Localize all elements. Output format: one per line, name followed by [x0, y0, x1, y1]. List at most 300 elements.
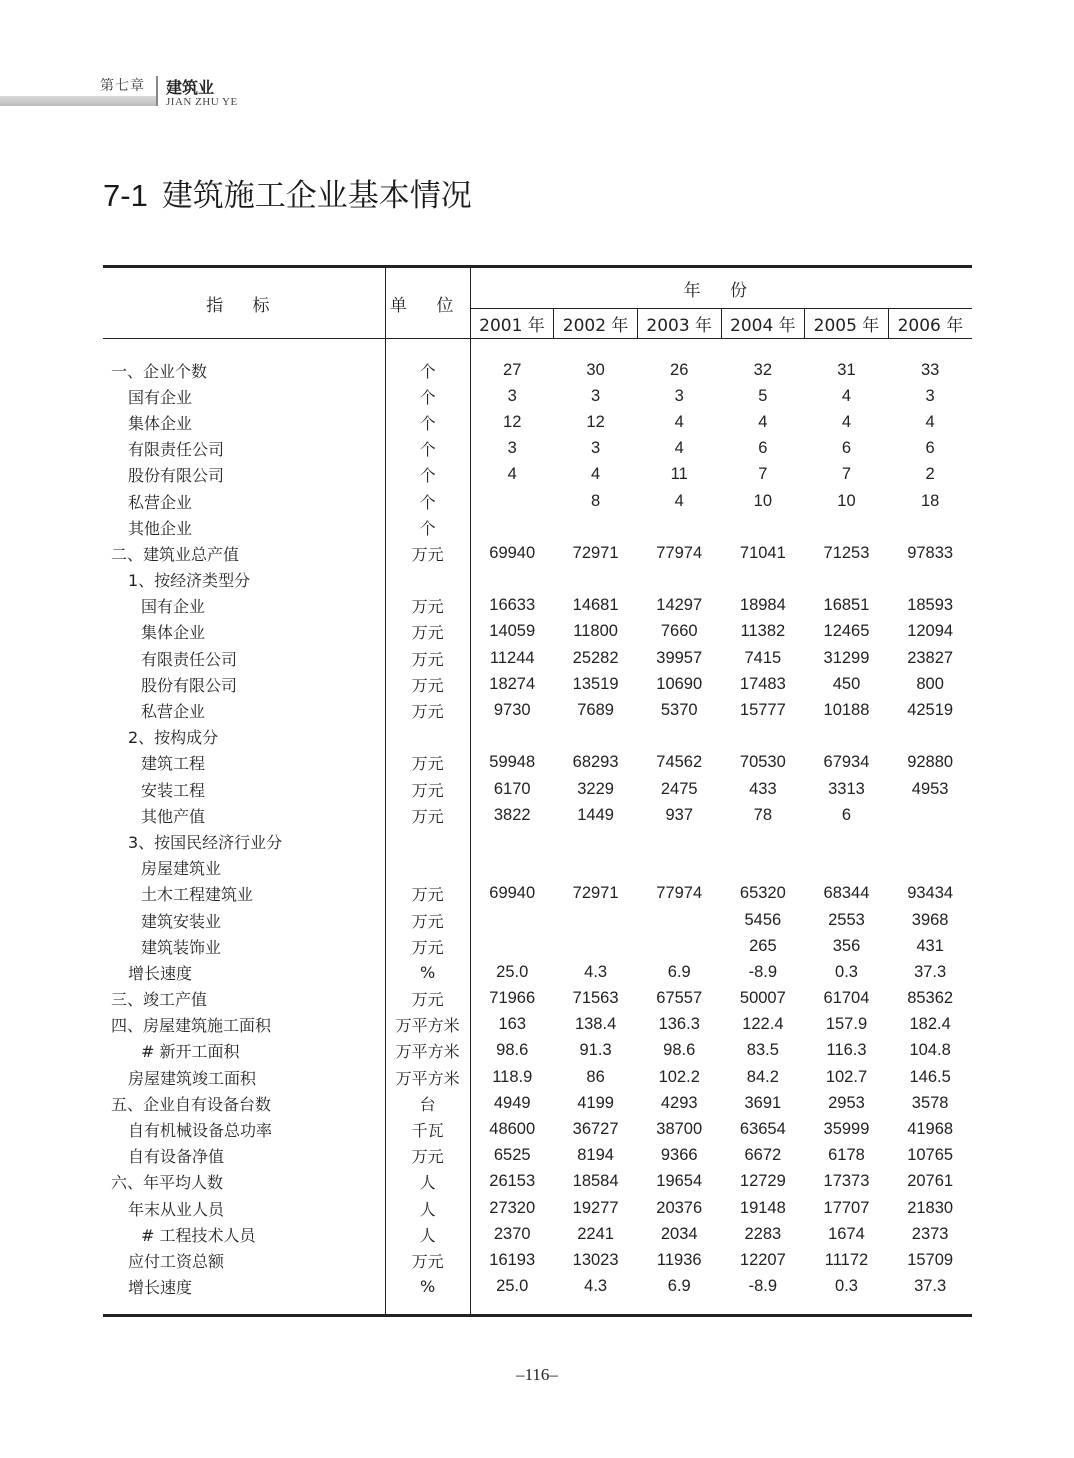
value-cell: 84.2 [746, 1067, 779, 1086]
row-unit [385, 855, 470, 881]
table-row [103, 1195, 972, 1221]
value-cell: 20376 [656, 1198, 703, 1217]
value-cell: 1449 [577, 805, 614, 824]
table-row [103, 1012, 972, 1038]
row-label: 其他企业 [103, 514, 385, 540]
value-cell [888, 514, 972, 540]
value-cell: 136.3 [658, 1015, 700, 1034]
row-unit: 万元 [385, 1143, 470, 1169]
value-cell: 67557 [656, 989, 703, 1008]
row-label: 建筑装饰业 [103, 933, 385, 959]
row-unit: 个 [385, 462, 470, 488]
spacer-row [103, 339, 972, 358]
value-cell: 3822 [493, 805, 531, 824]
value-cell: 18593 [907, 596, 954, 615]
value-cell: 10765 [907, 1146, 954, 1165]
value-cell [721, 855, 805, 881]
row-label: 土木工程建筑业 [103, 881, 385, 907]
value-cell: 27320 [489, 1198, 536, 1217]
row-label: 三、竣工产值 [103, 986, 385, 1012]
value-cell: 433 [749, 779, 777, 798]
table-row [103, 828, 972, 854]
value-cell: 2553 [828, 910, 865, 929]
row-label: 股份有限公司 [103, 671, 385, 697]
value-cell: 10 [753, 491, 773, 510]
row-unit: 个 [385, 357, 470, 383]
year-header-3: 2003 年 [637, 309, 721, 339]
value-cell: 6 [925, 439, 935, 458]
value-cell: 138.4 [574, 1015, 617, 1034]
header-years: 年 份 [470, 267, 972, 309]
value-cell: 39957 [656, 648, 703, 667]
table-row [103, 697, 972, 723]
row-label: 国有企业 [103, 593, 385, 619]
table-row [103, 986, 972, 1012]
table-row [103, 1038, 972, 1064]
value-cell: 3578 [911, 1093, 949, 1112]
value-cell: 4 [841, 386, 852, 405]
table-row [103, 567, 972, 593]
value-cell: 18984 [739, 596, 786, 615]
value-cell: 102.7 [825, 1067, 868, 1086]
value-cell: 14297 [656, 596, 703, 615]
value-cell [554, 907, 638, 933]
value-cell: 36727 [572, 1120, 619, 1139]
year-header-4: 2004 年 [721, 309, 805, 339]
row-label: 2、按构成分 [103, 724, 385, 750]
value-cell: 32 [753, 360, 773, 379]
row-label: 3、按国民经济行业分 [103, 828, 385, 854]
value-cell: 98.6 [663, 1041, 696, 1060]
value-cell: 25.0 [496, 962, 529, 981]
value-cell: 3 [591, 439, 601, 458]
value-cell [721, 828, 805, 854]
value-cell: 4953 [911, 779, 949, 798]
value-cell: 74562 [656, 753, 703, 772]
value-cell: 4 [591, 465, 601, 484]
value-cell [805, 855, 889, 881]
value-cell [888, 802, 972, 828]
value-cell: 6672 [744, 1146, 782, 1165]
row-unit: 台 [385, 1090, 470, 1116]
value-cell [554, 855, 638, 881]
value-cell: 6 [841, 805, 852, 824]
table-row [103, 1221, 972, 1247]
value-cell: 71563 [572, 989, 619, 1008]
value-cell [805, 828, 889, 854]
row-label: 安装工程 [103, 776, 385, 802]
table-row [103, 357, 972, 383]
table-row [103, 933, 972, 959]
value-cell: 77974 [656, 543, 703, 562]
value-cell [888, 567, 972, 593]
value-cell: 17373 [823, 1172, 870, 1191]
value-cell [637, 724, 721, 750]
value-cell: 5370 [660, 701, 698, 720]
value-cell [470, 855, 554, 881]
row-unit: 人 [385, 1169, 470, 1195]
value-cell: 25282 [572, 648, 619, 667]
value-cell: 118.9 [492, 1067, 533, 1086]
value-cell: 33 [920, 360, 940, 379]
value-cell: 13023 [572, 1250, 619, 1269]
value-cell: 2953 [828, 1093, 865, 1112]
value-cell: 116.3 [826, 1041, 867, 1060]
row-label: 国有企业 [103, 383, 385, 409]
value-cell: 50007 [739, 989, 786, 1008]
header-band [0, 96, 158, 106]
value-cell: 11382 [740, 622, 786, 641]
value-cell [721, 514, 805, 540]
table-row [103, 1064, 972, 1090]
value-cell: 83.5 [746, 1041, 779, 1060]
value-cell: 71966 [489, 989, 536, 1008]
value-cell: 3691 [744, 1093, 782, 1112]
value-cell: 26 [670, 360, 689, 379]
value-cell: 70530 [739, 753, 786, 772]
value-cell: 10690 [656, 674, 703, 693]
value-cell: 3229 [577, 779, 614, 798]
row-label: # 新开工面积 [103, 1038, 385, 1064]
row-unit: 万平方米 [385, 1012, 470, 1038]
value-cell: 1674 [828, 1224, 865, 1243]
value-cell: 68293 [572, 753, 619, 772]
value-cell: 69940 [489, 884, 536, 903]
row-unit: 万元 [385, 986, 470, 1012]
row-unit: 个 [385, 409, 470, 435]
value-cell: 11172 [824, 1250, 869, 1269]
table-row [103, 750, 972, 776]
value-cell: 61704 [823, 989, 870, 1008]
value-cell: 23827 [907, 648, 954, 667]
value-cell: 4949 [493, 1093, 531, 1112]
value-cell: 9730 [493, 701, 531, 720]
page-title [103, 170, 472, 215]
row-label: 六、年平均人数 [103, 1169, 385, 1195]
row-label: 私营企业 [103, 697, 385, 723]
value-cell: 800 [916, 674, 944, 693]
value-cell: 35999 [823, 1120, 870, 1139]
value-cell: 16193 [489, 1250, 536, 1269]
value-cell: 3313 [828, 779, 865, 798]
year-header-2: 2002 年 [554, 309, 638, 339]
value-cell: 2034 [660, 1224, 698, 1243]
table-row [103, 802, 972, 828]
value-cell: 26153 [489, 1172, 536, 1191]
value-cell: 182.4 [909, 1015, 951, 1034]
value-cell: 69940 [489, 543, 536, 562]
value-cell: 15777 [739, 701, 786, 720]
value-cell: 12 [586, 412, 605, 431]
row-label: 自有机械设备总功率 [103, 1116, 385, 1142]
value-cell [637, 514, 721, 540]
row-label: 一、企业个数 [103, 357, 385, 383]
value-cell: 19148 [739, 1198, 786, 1217]
value-cell [470, 933, 554, 959]
row-label: 有限责任公司 [103, 436, 385, 462]
value-cell [470, 907, 554, 933]
row-label: 集体企业 [103, 619, 385, 645]
value-cell [470, 514, 554, 540]
year-header-1: 2001 年 [470, 309, 554, 339]
row-unit: 个 [385, 488, 470, 514]
value-cell: 157.9 [825, 1015, 868, 1034]
value-cell: 93434 [907, 884, 954, 903]
table-row [103, 593, 972, 619]
row-unit: 万元 [385, 933, 470, 959]
value-cell [721, 724, 805, 750]
table-row [103, 645, 972, 671]
value-cell: 6.9 [667, 962, 691, 981]
row-label: 私营企业 [103, 488, 385, 514]
row-label: 房屋建筑业 [103, 855, 385, 881]
value-cell: 10188 [823, 701, 870, 720]
value-cell: 12465 [823, 622, 870, 641]
value-cell: 14681 [572, 596, 619, 615]
value-cell: 4 [758, 412, 768, 431]
page-number: –116– [516, 1365, 558, 1384]
statistics-table [103, 265, 972, 1317]
value-cell: 72971 [572, 543, 619, 562]
row-unit: 万元 [385, 540, 470, 566]
value-cell: 18 [920, 491, 940, 510]
value-cell: 6178 [828, 1146, 865, 1165]
value-cell [554, 933, 638, 959]
table-row [103, 959, 972, 985]
value-cell: 7660 [660, 622, 698, 641]
table-row [103, 540, 972, 566]
row-unit: 个 [385, 383, 470, 409]
value-cell: 71041 [739, 543, 786, 562]
value-cell: 11936 [656, 1250, 702, 1269]
value-cell: 17707 [823, 1198, 870, 1217]
value-cell [554, 567, 638, 593]
value-cell: 7689 [577, 701, 614, 720]
value-cell: 91.3 [579, 1041, 612, 1060]
value-cell [637, 907, 721, 933]
year-header-5: 2005 年 [805, 309, 889, 339]
spacer-row [103, 1300, 972, 1316]
value-cell: 6.9 [667, 1277, 691, 1296]
row-label: 年末从业人员 [103, 1195, 385, 1221]
header-indicator: 指 标 [103, 267, 385, 339]
value-cell [637, 828, 721, 854]
value-cell: 20761 [907, 1172, 954, 1191]
value-cell: 6525 [493, 1146, 531, 1165]
table-row [103, 1090, 972, 1116]
row-label: 集体企业 [103, 409, 385, 435]
row-unit: 万元 [385, 645, 470, 671]
value-cell: 5456 [744, 910, 782, 929]
value-cell: 4199 [577, 1093, 614, 1112]
value-cell: 4 [925, 412, 935, 431]
value-cell: 77974 [656, 884, 703, 903]
table-row [103, 724, 972, 750]
row-label: 增长速度 [103, 1274, 385, 1300]
row-label: 五、企业自有设备台数 [103, 1090, 385, 1116]
table-row [103, 1169, 972, 1195]
row-unit: 万平方米 [385, 1064, 470, 1090]
value-cell: 4 [841, 412, 852, 431]
value-cell: 8 [591, 491, 601, 510]
value-cell [805, 514, 889, 540]
value-cell: 4.3 [584, 962, 608, 981]
value-cell: 450 [832, 674, 861, 693]
value-cell: 146.5 [909, 1067, 951, 1086]
value-cell: 3 [591, 386, 601, 405]
value-cell: 2373 [911, 1224, 949, 1243]
value-cell: 72971 [572, 884, 619, 903]
table-row [103, 907, 972, 933]
table-row [103, 409, 972, 435]
value-cell: 19654 [656, 1172, 703, 1191]
value-cell [888, 855, 972, 881]
value-cell: 67934 [823, 753, 870, 772]
row-unit: 万元 [385, 802, 470, 828]
value-cell: 4 [507, 465, 517, 484]
value-cell: 68344 [823, 884, 870, 903]
row-label: 其他产值 [103, 802, 385, 828]
value-cell: 15709 [907, 1250, 954, 1269]
table-row [103, 1116, 972, 1142]
table-row [103, 1274, 972, 1300]
value-cell: 265 [749, 936, 777, 955]
row-label: 自有设备净值 [103, 1143, 385, 1169]
value-cell: 65320 [739, 884, 786, 903]
table-row [103, 671, 972, 697]
chapter-pinyin: JIAN ZHU YE [166, 96, 238, 108]
value-cell: 3 [507, 386, 517, 405]
value-cell: 356 [832, 936, 861, 955]
row-label: 建筑工程 [103, 750, 385, 776]
value-cell: 11 [670, 465, 688, 484]
value-cell [470, 724, 554, 750]
value-cell: 16851 [823, 596, 870, 615]
row-unit: % [385, 959, 470, 985]
value-cell: -8.9 [748, 1277, 778, 1296]
table-number: 7-1 [103, 178, 148, 213]
value-cell: 37.3 [914, 962, 947, 981]
value-cell: 102.2 [658, 1067, 700, 1086]
row-unit [385, 828, 470, 854]
value-cell [554, 514, 638, 540]
value-cell: 16633 [489, 596, 536, 615]
value-cell: 59948 [489, 753, 536, 772]
value-cell: 86 [586, 1067, 605, 1086]
table-row [103, 776, 972, 802]
value-cell: 12207 [739, 1250, 786, 1269]
value-cell: 6170 [493, 779, 531, 798]
value-cell: 31 [837, 360, 856, 379]
value-cell: 42519 [907, 701, 954, 720]
chapter-badge: 第七章 [100, 78, 145, 94]
header-unit: 单 位 [385, 267, 470, 339]
table-row [103, 488, 972, 514]
table-row [103, 881, 972, 907]
table-row [103, 619, 972, 645]
row-unit: 万元 [385, 593, 470, 619]
value-cell [470, 828, 554, 854]
row-unit: % [385, 1274, 470, 1300]
value-cell: 63654 [739, 1120, 786, 1139]
row-label: 应付工资总额 [103, 1247, 385, 1273]
value-cell: 7415 [744, 648, 782, 667]
value-cell [470, 567, 554, 593]
table-body [103, 339, 972, 1316]
value-cell [470, 488, 554, 514]
row-unit: 万元 [385, 697, 470, 723]
value-cell: 14059 [489, 622, 536, 641]
value-cell: 97833 [907, 543, 954, 562]
value-cell: 4 [674, 439, 684, 458]
value-cell: 31299 [823, 648, 870, 667]
value-cell: 48600 [489, 1120, 536, 1139]
row-label: 四、房屋建筑施工面积 [103, 1012, 385, 1038]
value-cell: 38700 [656, 1120, 703, 1139]
value-cell: 2370 [493, 1224, 531, 1243]
value-cell: 37.3 [914, 1277, 947, 1296]
table-row [103, 1143, 972, 1169]
value-cell: 163 [498, 1015, 526, 1034]
value-cell: 104.8 [909, 1041, 951, 1060]
row-unit: 个 [385, 514, 470, 540]
value-cell: 2 [925, 465, 935, 484]
row-label: # 工程技术人员 [103, 1221, 385, 1247]
value-cell: 4.3 [584, 1277, 608, 1296]
value-cell: -8.9 [748, 962, 778, 981]
row-label: 股份有限公司 [103, 462, 385, 488]
value-cell: 6 [758, 439, 768, 458]
value-cell: 122.4 [742, 1015, 784, 1034]
chapter-separator [156, 76, 158, 106]
value-cell: 2241 [577, 1224, 614, 1243]
table-row [103, 383, 972, 409]
value-cell: 92880 [907, 753, 954, 772]
value-cell: 431 [916, 936, 944, 955]
value-cell: 7 [758, 465, 768, 484]
value-cell: 3 [507, 439, 517, 458]
value-cell [721, 567, 805, 593]
value-cell: 2475 [660, 779, 698, 798]
value-cell: 10 [837, 491, 856, 510]
value-cell: 18584 [572, 1172, 619, 1191]
value-cell: 98.6 [496, 1041, 529, 1060]
value-cell: 0.3 [835, 1277, 858, 1296]
value-cell: 5 [758, 386, 768, 405]
row-label: 房屋建筑竣工面积 [103, 1064, 385, 1090]
value-cell: 0.3 [835, 962, 858, 981]
value-cell: 12 [503, 412, 522, 431]
row-unit: 人 [385, 1221, 470, 1247]
chapter-title: 建筑业 [166, 78, 215, 97]
value-cell: 17483 [739, 674, 786, 693]
value-cell: 4293 [660, 1093, 698, 1112]
row-label: 1、按经济类型分 [103, 567, 385, 593]
table-row [103, 855, 972, 881]
statistics-table-container [103, 265, 972, 1317]
value-cell [888, 828, 972, 854]
value-cell: 4 [674, 412, 684, 431]
table-row [103, 436, 972, 462]
value-cell [888, 724, 972, 750]
table-title: 建筑施工企业基本情况 [161, 178, 472, 214]
value-cell: 3968 [911, 910, 949, 929]
value-cell: 71253 [823, 543, 870, 562]
row-label: 二、建筑业总产值 [103, 540, 385, 566]
value-cell: 78 [753, 805, 773, 824]
value-cell: 18274 [489, 674, 536, 693]
value-cell: 12094 [907, 622, 954, 641]
